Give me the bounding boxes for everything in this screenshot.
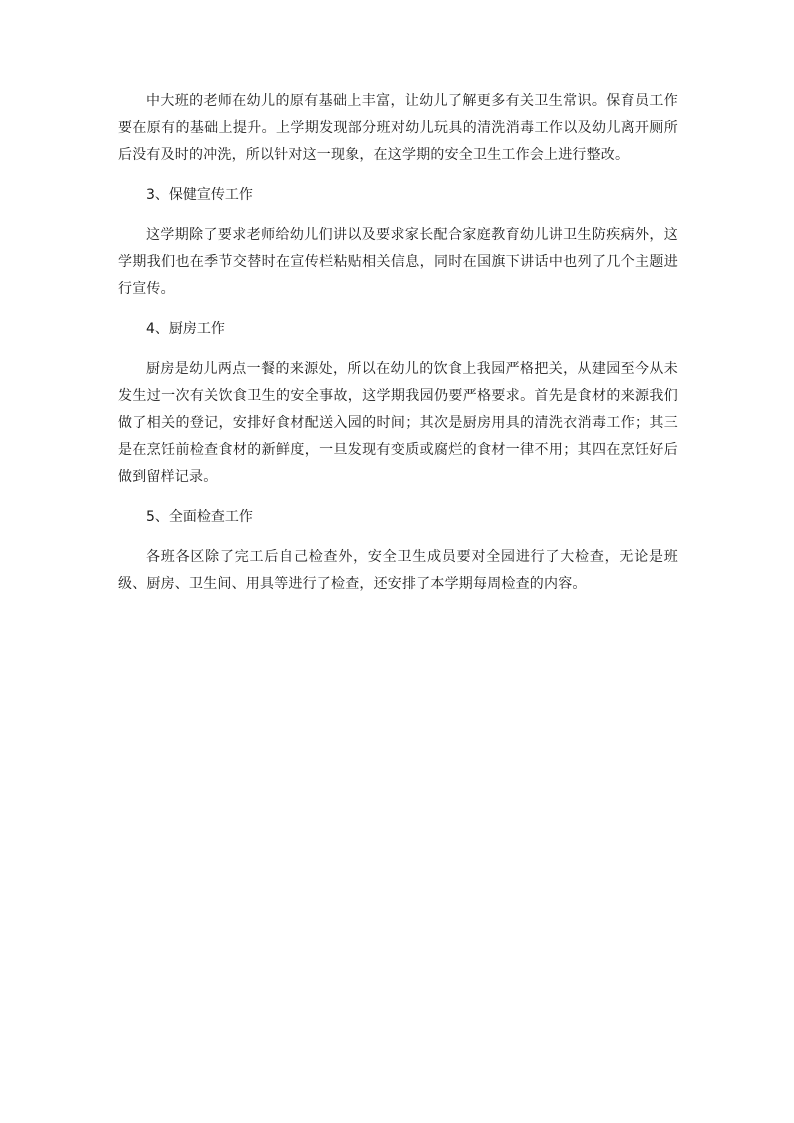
paragraph-health-promotion: 这学期除了要求老师给幼儿们讲以及要求家长配合家庭教育幼儿讲卫生防疾病外，这学期我们也在季节交替时在宣传栏粘贴相关信息，同时在国旗下讲话中也列了几个主题进行宣传。 [118,227,678,297]
spacer [118,343,678,356]
paragraph-kitchen: 厨房是幼儿两点一餐的来源处，所以在幼儿的饮食上我园严格把关，从建园至今从未发生过一次有关饮食卫生的安全事故，这学期我园仍要严格要求。首先是食材的来源我们做了相关的登记，安排好食材配送入园的时间；其次是厨房用具的清洗衣消毒工作；其三是在烹饪前检查食材的新鲜度，一旦发现有变质或腐烂的食材一律不用；其四在烹饪好后做到留样记录。 [118,361,678,485]
document-body [118,88,678,598]
spacer [118,491,678,504]
spacer [118,169,678,182]
section-heading-inspection: 5、全面检查工作 [146,509,253,525]
paragraph-hygiene-knowledge: 中大班的老师在幼儿的原有基础上丰富，让幼儿了解更多有关卫生常识。保育员工作要在原有的基础上提升。上学期发现部分班对幼儿玩具的清洗消毒工作以及幼儿离开厕所后没有及时的冲洗，所以针对这一现象，在这学期的安全卫生工作会上进行整改。 [118,93,678,163]
section-heading-kitchen: 4、厨房工作 [146,321,225,337]
paragraph-inspection: 各班各区除了完工后自己检查外，安全卫生成员要对全园进行了大检查，无论是班级、厨房、卫生间、用具等进行了检查，还安排了本学期每周检查的内容。 [118,549,678,592]
section-heading-health-promotion: 3、保健宣传工作 [146,187,253,203]
spacer [118,209,678,222]
spacer [118,303,678,316]
spacer [118,531,678,544]
